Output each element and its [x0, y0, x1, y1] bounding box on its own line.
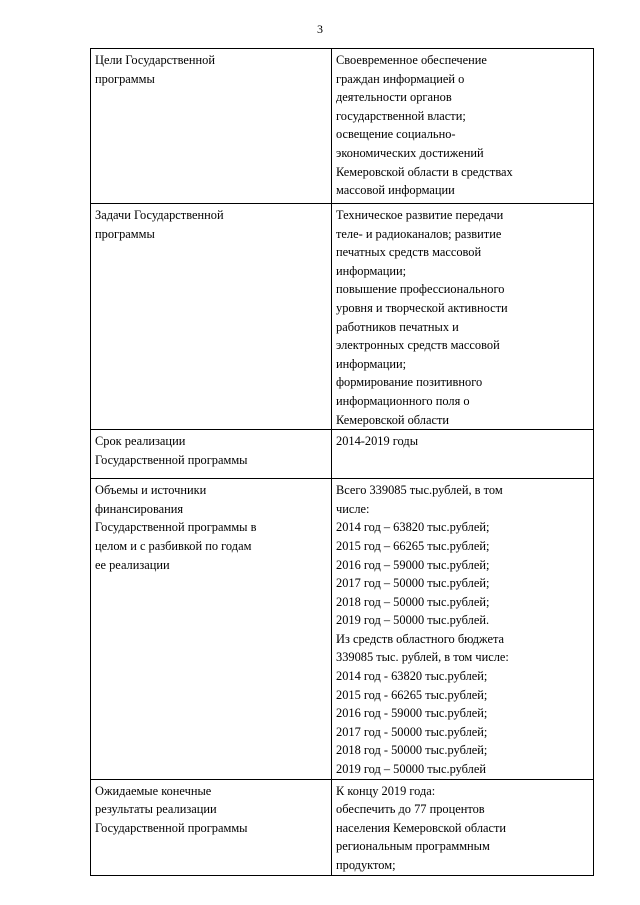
row-value-results: К концу 2019 года: обеспечить до 77 процентов населения Кемеровской области региональным программным продуктом;	[332, 779, 594, 875]
page-number: 3	[317, 22, 323, 36]
program-passport-table	[90, 48, 594, 876]
table-row-tasks	[91, 204, 594, 430]
row-label-tasks: Задачи Государственной программы	[91, 204, 332, 430]
row-label-results: Ожидаемые конечные результаты реализации Государственной программы	[91, 779, 332, 875]
row-label-goals: Цели Государственной программы	[91, 49, 332, 204]
row-label-term: Срок реализации Государственной программы	[91, 430, 332, 479]
row-value-term: 2014-2019 годы	[332, 430, 594, 479]
table-row-term	[91, 430, 594, 479]
row-value-goals: Своевременное обеспечение граждан информацией о деятельности органов государственной власти; освещение социально- экономических достижений Кемеровской области в средствах массовой информации	[332, 49, 594, 204]
row-label-financing: Объемы и источники финансирования Государственной программы в целом и с разбивкой по годам ее реализации	[91, 479, 332, 780]
table-row-goals	[91, 49, 594, 204]
row-value-tasks: Техническое развитие передачи теле- и радиоканалов; развитие печатных средств массовой информации; повышение профессионального уровня и творческой активности работников печатных и электронных средств массовой информации; формирование позитивного информационного поля о Кемеровской области	[332, 204, 594, 430]
table-row-results	[91, 779, 594, 875]
row-value-financing: Всего 339085 тыс.рублей, в том числе: 2014 год – 63820 тыс.рублей; 2015 год – 66265 тыс.рублей; 2016 год – 59000 тыс.рублей; 2017 год – 50000 тыс.рублей; 2018 год – 50000 тыс.рублей; 2019 год – 50000 тыс.рублей. Из средств областного бюджета 339085 тыс. рублей, в том числе: 2014 год - 63820 тыс.рублей; 2015 год - 66265 тыс.рублей; 2016 год - 59000 тыс.рублей; 2017 год - 50000 тыс.рублей; 2018 год - 50000 тыс.рублей; 2019 год – 50000 тыс.рублей	[332, 479, 594, 780]
table-row-financing	[91, 479, 594, 780]
